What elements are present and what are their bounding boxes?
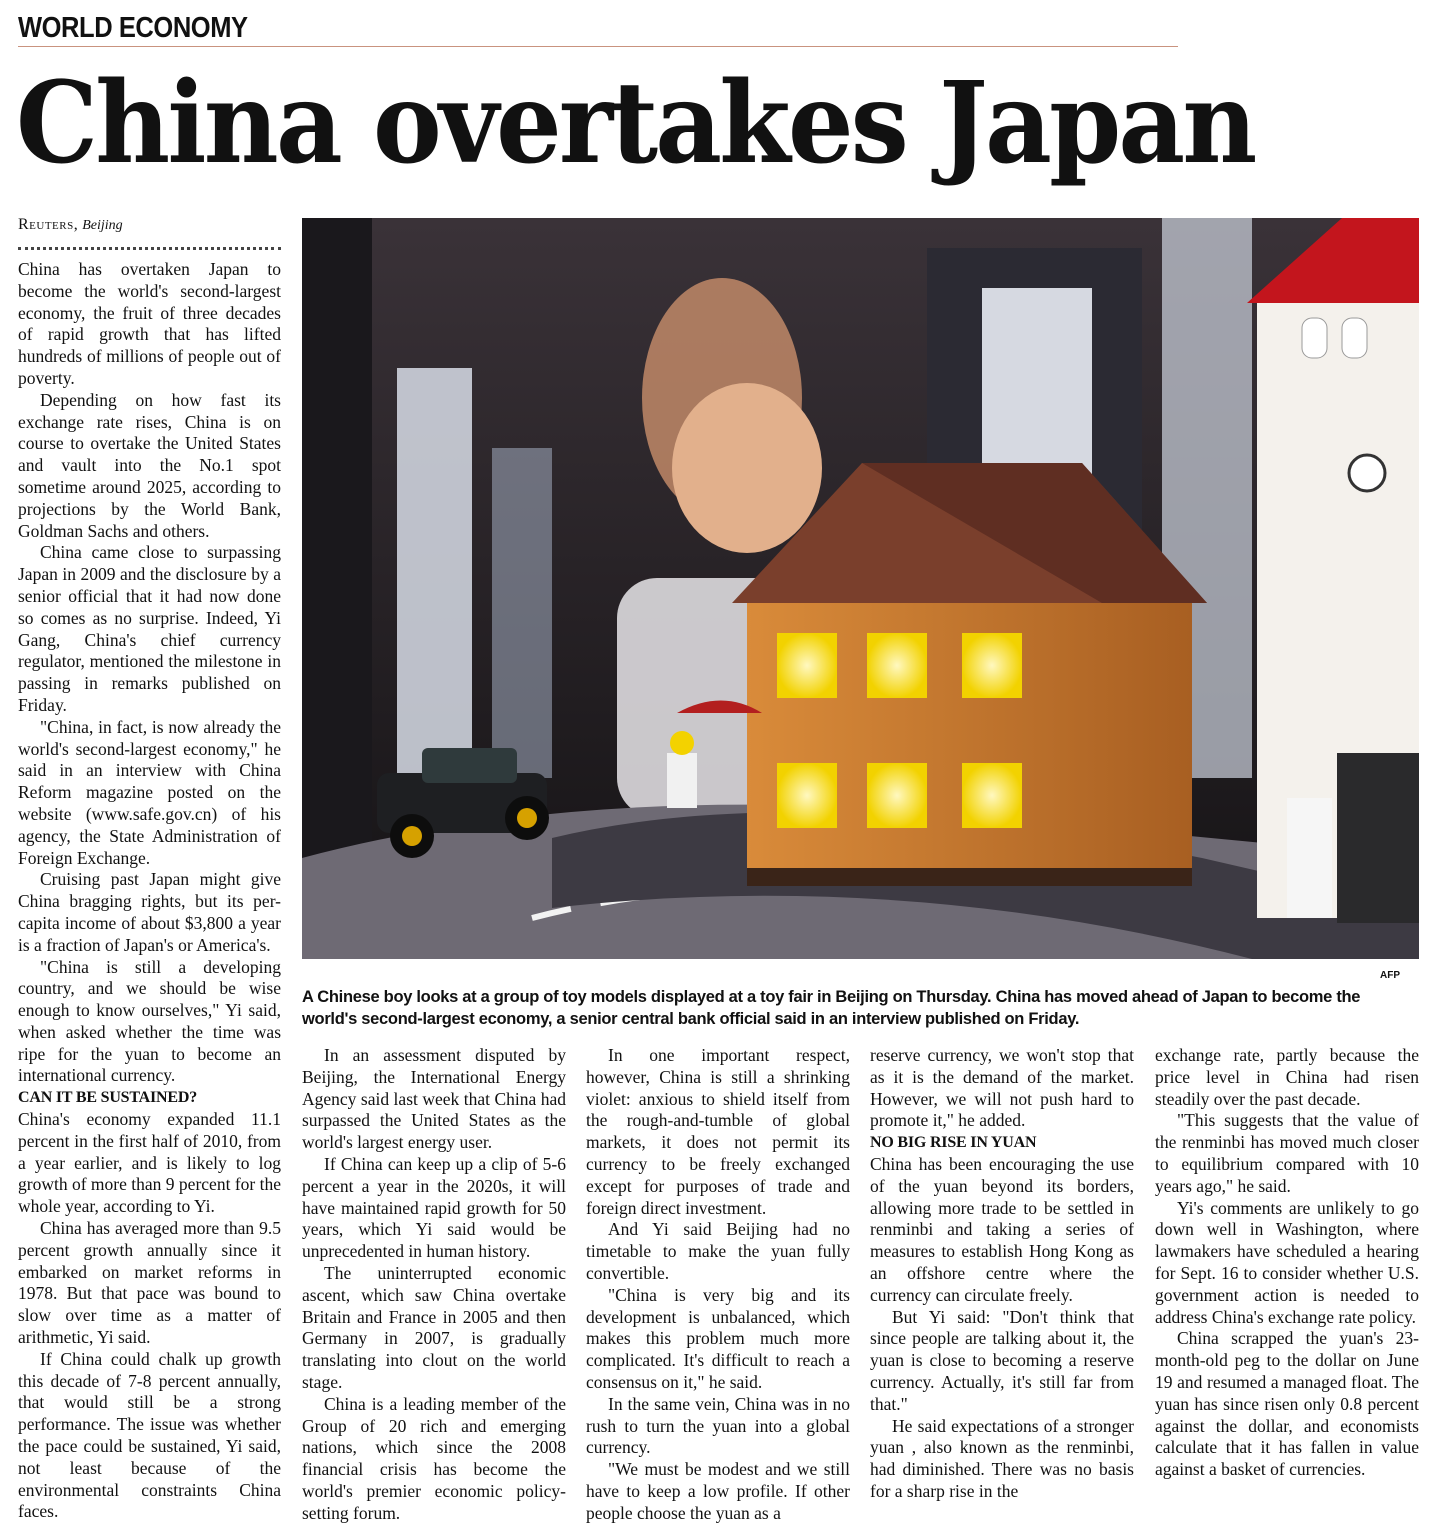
subheading: CAN IT BE SUSTAINED? (18, 1089, 198, 1107)
news-photo (302, 218, 1419, 959)
paragraph: exchange rate, partly because the price level in China had risen steadily over the past decade. (1155, 1045, 1419, 1109)
paragraph: China has averaged more than 9.5 percent growth annually since it embarked on market reforms in 1978. But that pace was bound to slow over time as a matter of arithmetic, Yi said. (18, 1218, 281, 1348)
paragraph: China scrapped the yuan's 23-month-old peg to the dollar on June 19 and resumed a managed float. The yuan has since risen only 0.8 percent against the dollar, and economists calculate that it has fallen in value against a basket of currencies. (1155, 1328, 1419, 1480)
paragraph: China's economy expanded 11.1 percent in the first half of 2010, from a year earlier, and is likely to log growth of more than 9 percent for the whole year, according to Yi. (18, 1109, 281, 1217)
paragraph: reserve currency, we won't stop that as it is the demand of the market. However, we will not push hard to promote it," he added. (870, 1045, 1134, 1131)
dotted-divider (18, 247, 281, 250)
section-divider (18, 46, 1178, 47)
paragraph: In the same vein, China was in no rush to turn the yuan into a global currency. (586, 1393, 850, 1458)
subheading: NO BIG RISE IN YUAN (870, 1134, 1037, 1152)
article-column-2 (302, 1045, 566, 1525)
paragraph: Depending on how fast its exchange rate rises, China is on course to overtake the United States and vault into the No.1 spot sometime around 2025, according to projections by the World Bank, Goldman Sachs and others. (18, 389, 281, 541)
byline-city: Beijing (82, 218, 123, 233)
paragraph: "This suggests that the value of the renminbi has moved much closer to equilibrium compared with 10 years ago," he said. (1155, 1110, 1419, 1196)
paragraph: China has overtaken Japan to become the world's second-largest economy, the fruit of three decades of rapid growth that has lifted hundreds of millions of people out of poverty. (18, 259, 281, 388)
byline (18, 216, 123, 234)
paragraph: China is a leading member of the Group of 20 rich and emerging nations, which since the 2008 financial crisis has become the world's premier economic policy-setting forum. (302, 1393, 566, 1523)
paragraph: If China can keep up a clip of 5-6 percent a year in the 2020s, it will have maintained rapid growth for 50 years, which Yi said would be unprecedented in human history. (302, 1153, 566, 1262)
paragraph: "China is still a developing country, and we should be wise enough to know ourselves," Yi said, when asked whether the time was ripe for the yuan to become an international currency. (18, 956, 281, 1086)
section-label: WORLD ECONOMY (18, 12, 248, 44)
paragraph: In one important respect, however, China is still a shrinking violet: anxious to shield itself from the rough-and-tumble of global markets, it does not permit its currency to be freely exchanged except for purposes of trade and foreign direct investment. (586, 1045, 850, 1218)
toy-fair-photo-illustration (302, 218, 1419, 959)
article-column-1 (18, 259, 281, 1523)
paragraph: If China could chalk up growth this decade of 7-8 percent annually, that would still be a strong performance. The issue was whether the pace could be sustained, Yi said, not least because of the environmental constraints China faces. (18, 1348, 281, 1522)
paragraph: "China, in fact, is now already the world's second-largest economy," he said in an interview with China Reform magazine posted on the website (www.safe.gov.cn) of his agency, the State Administration of Foreign Exchange. (18, 716, 281, 868)
paragraph: In an assessment disputed by Beijing, the International Energy Agency said last week that China had surpassed the United States as the world's largest energy user. (302, 1045, 566, 1153)
photo-credit: AFP (1380, 970, 1400, 981)
paragraph: Cruising past Japan might give China bragging rights, but its per-capita income of about $3,800 a year is a fraction of Japan's or America's. (18, 869, 281, 955)
paragraph: And Yi said Beijing had no timetable to make the yuan fully convertible. (586, 1219, 850, 1283)
photo-caption: A Chinese boy looks at a group of toy models displayed at a toy fair in Beijing on Thursday. China has moved ahead of Japan to become the world's second-largest economy, a senior central bank official said in an interview published on Friday. (302, 988, 1361, 1028)
byline-agency: Reuters, (18, 216, 79, 233)
paragraph: The uninterrupted economic ascent, which saw China overtake Britain and France in 2005 and then Germany in 2007, is gradually translating into clout on the world stage. (302, 1262, 566, 1392)
article-column-4 (870, 1045, 1134, 1503)
paragraph: China has been encouraging the use of the yuan beyond its borders, allowing more trade to be settled in renminbi and taking a series of measures to establish Hong Kong as an offshore centre where the currency can circulate freely. (870, 1153, 1134, 1305)
paragraph: Yi's comments are unlikely to go down well in Washington, where lawmakers have scheduled a hearing for Sept. 16 to consider whether U.S. government action is needed to address China's exchange rate policy. (1155, 1197, 1419, 1327)
paragraph: "We must be modest and we still have to keep a low profile. If other people choose the yuan as a (586, 1459, 850, 1523)
headline: China overtakes Japan (16, 58, 1255, 189)
article-column-5 (1155, 1045, 1419, 1481)
paragraph: China came close to surpassing Japan in 2009 and the disclosure by a senior official that it had now done so comes as no surprise. Indeed, Yi Gang, China's chief currency regulator, mentioned the milestone in passing in remarks published on Friday. (18, 542, 281, 715)
paragraph: He said expectations of a stronger yuan , also known as the renminbi, had diminished. There was no basis for a sharp rise in the (870, 1415, 1134, 1501)
paragraph: But Yi said: "Don't think that since people are talking about it, the yuan is close to becoming a reserve currency. Actually, it's still far from that." (870, 1306, 1134, 1414)
article-column-3 (586, 1045, 850, 1525)
paragraph: "China is very big and its development is unbalanced, which makes this problem much more complicated. It's difficult to reach a consensus on it," he said. (586, 1284, 850, 1392)
